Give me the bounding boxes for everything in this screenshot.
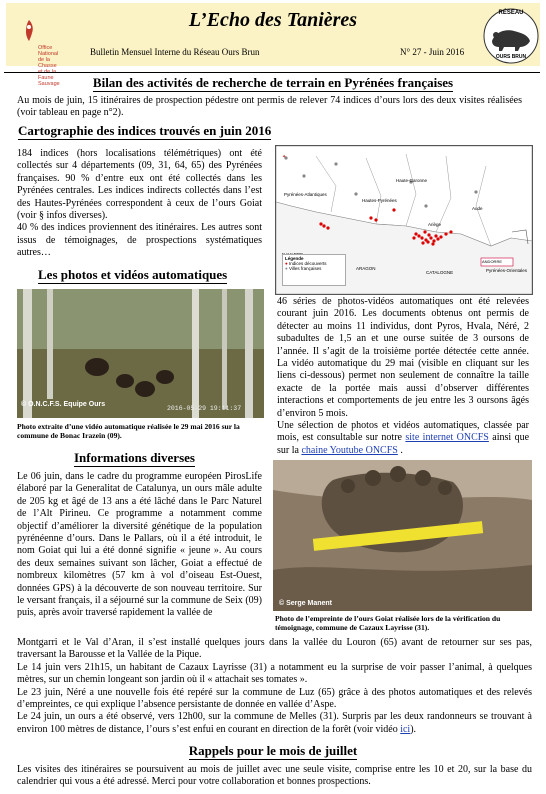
logo-text-top: RÉSEAU (498, 10, 524, 16)
map-legend-title: Légende (285, 256, 304, 261)
map-label-pyr-orientales: Pyrénées-Orientales (486, 268, 528, 273)
map-label-aragon: ARAGON (356, 266, 376, 271)
section-heading-photos: Les photos et vidéos automatiques (38, 267, 228, 282)
map-label-haute-garonne: Haute-Garonne (396, 178, 428, 183)
map-label-andorre: ANDORRE (482, 259, 503, 264)
map-label-pyr-atlantiques: Pyrénées-Atlantiques (284, 192, 327, 197)
photos-paragraph-1: 46 séries de photos-vidéos automatiques ont été relevées courant juin 2016. Les documents obtenus ont permis de détecter au moins 11 individus, dont Pyros, Hvala, Néré, 2 subadultes de 1,5 an et une ourse suitée de 3 oursons de l’année. Il s’agit de la troisième portée détectée cette année. La vidéo automatique du 29 mai (visible en cliquant sur les liens ci-dessous) permet non seulement de connaître la taille exacte de la portée mais aussi d’observer différentes interactions et comportements de jeu entre les 3 oursons âgés d’environ 5 mois. (277, 296, 529, 419)
infos-paragraph-3: Le 14 juin vers 21h15, un habitant de Cazaux Layrisse (31) a notamment eu la surprise de voir passer l’animal, à quelques mètres, sur un chemin longeant son jardin où il « attachait ses tomates ». (17, 661, 532, 686)
footprint-caption: Photo de l’empreinte de l’ours Goiat réalisée lors de la vérification du témoignage, commune de Cazaux Layrisse (31). (275, 614, 501, 632)
issue-number: N° 27 - Juin 2016 (400, 47, 465, 57)
map-label-aude: Aude (472, 206, 483, 211)
photo-credit-manent: © Serge Manent (279, 600, 333, 607)
reseau-ours-brun-logo (482, 7, 540, 65)
footprint-image (273, 460, 532, 611)
bear-cubs-caption: Photo extraite d’une vidéo automatique réalisée le 29 mai 2016 sur la commune de Bonac Irazein (09). (17, 422, 240, 440)
map-legend-item-villes: ● Villes françaises (285, 266, 322, 271)
indices-map (275, 145, 533, 295)
map-legend-item-indices: ● Indices découverts (285, 261, 327, 266)
divider (4, 72, 540, 73)
youtube-channel-link[interactable]: chaine Youtube ONCFS (301, 444, 398, 456)
infos-paragraph-1: Le 06 juin, dans le cadre du programme européen PirosLife élaboré par la Generalitat de Catalunya, un ours mâle adulte de 205 kg et âgé de 13 ans a été lâché dans le Parc Naturel de l’Alt Pirineu. Ce programme a notamment comme objectif d’améliorer la diversité génétique de la population pyrénéenne d’ours. Dans le Pallars, où il a été introduit, le nom Goiat qui lui a été donné signifie « jeune ». Au cours des deux semaines suivant son lâcher, Goiat a effectué de nombreux kilomètres (57 km à vol d’oiseau Est-Ouest, données GPS) à la découverte de son nouveau territoire. Sur le versant français, il a séjourné sur la commune de Seix (09) puis, après avoir traversé rapidement la vallée de (17, 471, 262, 619)
map-legend (282, 254, 346, 286)
photo-credit-oncfs: © O.N.C.F.S. Equipe Ours (21, 401, 106, 408)
oncfs-logo-text: Office National de la Chasse Faune Sauvage (38, 45, 60, 87)
rappels-text: Les visites des itinéraires se poursuivent au mois de juillet avec une seule visite, comprise entre les 10 et 20, sur la base du calendrier qui vous a été adressé. Merci pour votre collaboration et bonnes prospections. (17, 764, 532, 788)
infos-paragraph-2: Montgarri et le Val d’Aran, il s’est installé quelques jours dans la vallée du Louron (65) avant de retourner sur ses pas, traversant la Barousse et la Vallée de la Pique. (17, 637, 532, 661)
map-label-catalogne: CATALOGNE (426, 270, 454, 275)
newsletter-subtitle: Bulletin Mensuel Interne du Réseau Ours Brun (90, 47, 260, 57)
section-heading-bilan: Bilan des activités de recherche de terrain en Pyrénées françaises (92, 75, 454, 90)
map-label-hautes-pyrenees: Hautes-Pyrénées (362, 198, 397, 203)
section-heading-infos: Informations diverses (74, 450, 195, 465)
section-heading-cartographie: Cartographie des indices trouvés en juin 2016 (18, 123, 272, 138)
cartographie-paragraph-1: 184 indices (hors localisations télémétriques) ont été collectés sur 4 départements (09, 31, 64, 65) des Pyrénées françaises. 90 % d’entre eux ont été collectés dans les Pyrénées centrales. Les indices indirects collectés dans l’est des Hautes-Pyrénées correspondent à ceux de l’ours Goiat (voir § infos diverses). (17, 148, 262, 222)
section-heading-rappels: Rappels pour le mois de juillet (188, 743, 358, 758)
map-label-ariege: Ariège (428, 222, 442, 227)
bear-cubs-photo (17, 289, 264, 418)
svg-text:✦: ✦ (282, 154, 287, 160)
oncfs-website-link[interactable]: site internet ONCFS (405, 432, 489, 444)
video-link[interactable]: ici (400, 723, 411, 735)
bear-cubs-image (17, 289, 264, 418)
footprint-photo (273, 460, 532, 611)
photo-timestamp: 2016-05-29 19:11:37 (167, 405, 242, 412)
photos-text (277, 296, 529, 457)
infos-paragraph-5: Le 24 juin, un ours a été observé, vers 12h00, sur la commune de Melles (31). Surpris par les deux randonneurs se trouvant à environ 100 mètres de distance, l’ours s’est enfui en courant en direction de la forêt (voir vidéo ici). (17, 711, 532, 735)
photos-paragraph-2: Une sélection de photos et vidéos automatiques, classée par mois, est consultable sur notre site internet ONCFS ainsi que sur la chaine Youtube ONCFS . (277, 420, 530, 456)
newsletter-title: L’Echo des Tanières (188, 9, 358, 31)
infos-continued (17, 637, 532, 736)
cartographie-paragraph-2: 40 % des indices proviennent des itinéraires. Les autres sont issus de témoignages, de prospections systématiques autres… (17, 222, 262, 259)
infos-paragraph-4: Le 23 juin, Néré a une nouvelle fois été repéré sur la commune de Luz (65) grâce à des photos automatiques et des relevés d’empreintes, ce qui explique l’absence persistante de donnée en vallée d’Aspe. (17, 686, 532, 711)
cartographie-text (17, 148, 262, 260)
logo-text-bottom: OURS BRUN (495, 54, 527, 60)
bilan-intro-text: Au mois de juin, 15 itinéraires de prospection pédestre ont permis de relever 74 indices d’ours lors des deux visites réalisées (voir tableau en page n°2). (17, 95, 522, 119)
